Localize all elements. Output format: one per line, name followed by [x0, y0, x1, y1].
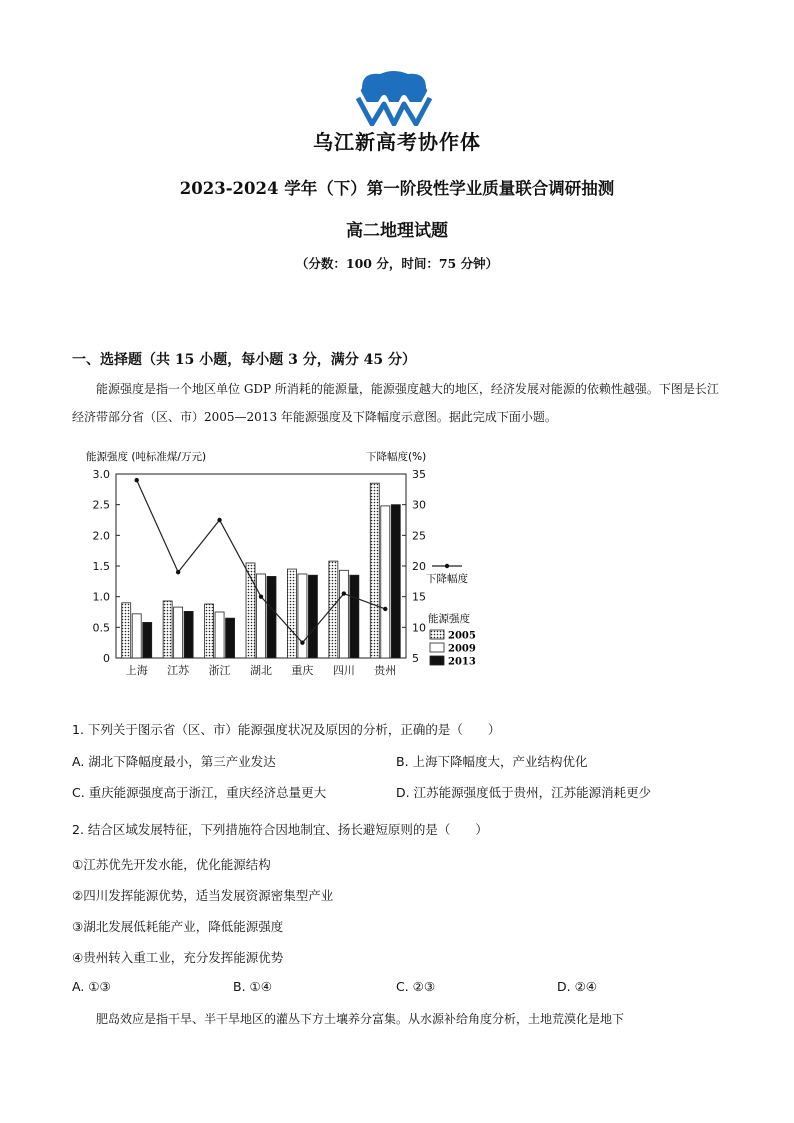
x-tick-label: 上海	[125, 664, 148, 677]
q2-statement-3: ③湖北发展低耗能产业，降低能源强度	[72, 919, 284, 934]
decline-point	[300, 640, 304, 644]
y-right-label: 下降幅度(%)	[366, 451, 427, 463]
decline-point	[383, 607, 387, 611]
brand-logo	[352, 68, 436, 126]
decline-point	[135, 478, 139, 482]
y-left-tick-label: 1.5	[92, 560, 110, 573]
legend-line-marker	[445, 564, 449, 568]
bar-2005	[122, 603, 131, 658]
y-right-tick-label: 30	[412, 498, 426, 512]
y-left-tick-label: 1.0	[92, 590, 110, 604]
exam-info: （分数：100 分，时间：75 分钟）	[295, 256, 499, 271]
q2-option-b[interactable]: B. ①④	[233, 979, 272, 994]
bar-2013	[184, 611, 193, 658]
q2-statement-2: ②四川发挥能源优势，适当发展资源密集型产业	[72, 888, 334, 903]
legend-title: 能源强度	[428, 613, 470, 625]
bar-2005	[163, 601, 172, 658]
y-right-tick-label: 25	[412, 529, 426, 543]
bar-2009	[174, 607, 183, 658]
q1-option-c[interactable]: C. 重庆能源强度高于浙江，重庆经济总量更大	[72, 785, 327, 800]
bar-2009	[381, 506, 390, 658]
x-tick-label: 重庆	[291, 664, 314, 677]
x-tick-label: 四川	[332, 664, 355, 677]
brand-name: 乌江新高考协作体	[313, 130, 481, 154]
q2-option-d[interactable]: D. ②④	[557, 979, 597, 994]
y-left-tick-label: 2.0	[92, 529, 110, 543]
energy-intensity-chart	[76, 444, 486, 684]
legend-swatch-2005	[430, 630, 444, 639]
y-right-tick-label: 5	[412, 652, 419, 665]
q2-option-a[interactable]: A. ①③	[72, 979, 111, 994]
decline-point	[259, 594, 263, 598]
legend-label-2009: 2009	[448, 643, 476, 655]
material-paragraph-2: 肥岛效应是指干旱、半干旱地区的灌丛下方土壤养分富集。从水源补给角度分析，土地荒漠化是地下	[96, 1012, 625, 1026]
x-tick-label: 浙江	[208, 664, 231, 677]
bar-2009	[132, 614, 141, 658]
legend-label-2013: 2013	[448, 656, 476, 668]
legend-label-2005: 2005	[448, 630, 476, 642]
bar-2009	[339, 570, 348, 658]
q2-statement-4: ④贵州转入重工业，充分发挥能源优势	[72, 950, 284, 965]
question-1-stem: 1. 下列关于图示省（区、市）能源强度状况及原因的分析，正确的是（ ）	[72, 722, 501, 737]
x-tick-label: 贵州	[374, 664, 397, 677]
exam-subject: 高二地理试题	[346, 221, 448, 241]
y-right-tick-label: 15	[412, 590, 426, 604]
y-left-label: 能源强度 (吨标准煤/万元)	[86, 451, 207, 463]
y-left-tick-label: 3.0	[92, 468, 110, 481]
y-left-tick-label: 0.5	[92, 621, 110, 635]
legend-swatch-2013	[430, 656, 444, 665]
y-left-tick-label: 2.5	[92, 498, 110, 512]
bar-2005	[370, 483, 379, 658]
q1-option-d[interactable]: D. 江苏能源强度低于贵州，江苏能源消耗更少	[396, 785, 652, 800]
decline-point	[342, 591, 346, 595]
bar-2005	[287, 569, 296, 658]
q1-option-a[interactable]: A. 湖北下降幅度最小，第三产业发达	[72, 754, 276, 769]
y-right-tick-label: 35	[412, 468, 426, 481]
q1-option-b[interactable]: B. 上海下降幅度大，产业结构优化	[396, 754, 588, 769]
decline-point	[176, 570, 180, 574]
bar-2009	[215, 612, 224, 658]
bar-2013	[350, 575, 359, 658]
material-paragraph-1: 能源强度是指一个地区单位 GDP 所消耗的能源量，能源强度越大的地区，经济发展对能源的依赖性越强。下图是长江经济带部分省（区、市）2005—2013 年能源强度及下降幅度示意图。据此完成下面小题。	[72, 382, 719, 424]
exam-title: 2023-2024 学年（下）第一阶段性学业质量联合调研抽测	[179, 179, 615, 198]
legend-swatch-2009	[430, 643, 444, 652]
question-2-stem: 2. 结合区域发展特征，下列措施符合因地制宜、扬长避短原则的是（ ）	[72, 822, 488, 837]
bar-2013	[226, 618, 235, 658]
q2-option-c[interactable]: C. ②③	[396, 979, 436, 994]
y-right-tick-label: 20	[412, 560, 426, 573]
bar-2013	[267, 576, 276, 658]
bar-2013	[143, 622, 152, 658]
y-right-tick-label: 10	[412, 621, 426, 635]
section-heading: 一、选择题（共 15 小题，每小题 3 分，满分 45 分）	[72, 352, 416, 368]
bar-2009	[257, 574, 266, 658]
legend-line-label: 下降幅度	[426, 573, 468, 585]
bar-2013	[391, 505, 400, 658]
bar-2009	[298, 574, 307, 658]
bar-2005	[205, 604, 214, 658]
bar-2013	[308, 575, 317, 658]
x-tick-label: 江苏	[167, 664, 190, 677]
x-tick-label: 湖北	[250, 664, 272, 677]
y-left-tick-label: 0	[103, 652, 110, 665]
decline-point	[217, 518, 221, 522]
q2-statement-1: ①江苏优先开发水能，优化能源结构	[72, 857, 271, 872]
